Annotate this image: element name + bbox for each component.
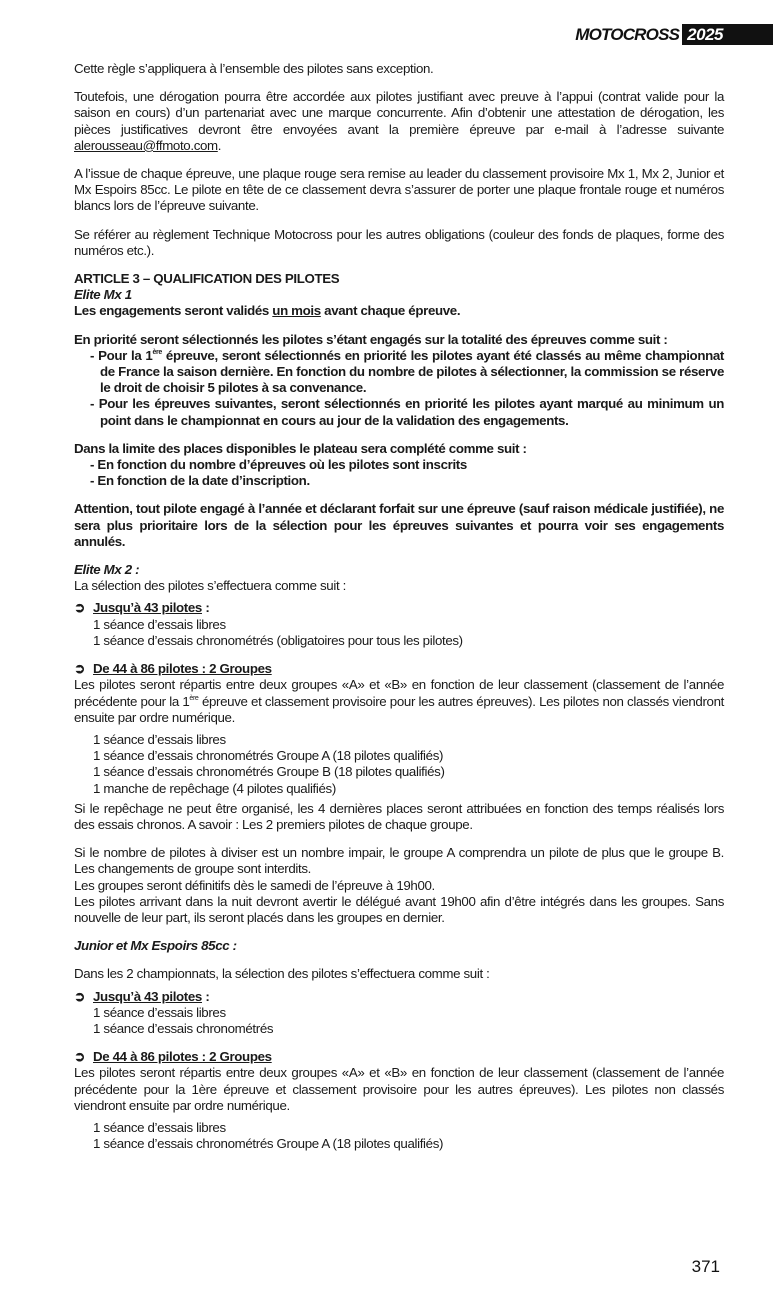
engage-post: avant chaque épreuve. — [320, 303, 461, 319]
engage-underlined: un mois — [272, 303, 321, 319]
list-item: 1 séance d’essais chronométrés — [93, 1020, 274, 1036]
mx2-upto-colon: : — [201, 600, 210, 616]
junior-title: Junior et Mx Espoirs 85cc : — [74, 938, 237, 954]
limit-intro: Dans la limite des places disponibles le plateau sera complété comme suit : — [74, 440, 527, 456]
limit-item-2: - En fonction de la date d’inscription. — [90, 473, 310, 489]
article-heading: ARTICLE 3 – QUALIFICATION DES PILOTES — [74, 271, 340, 287]
header-title: MOTOCROSS — [575, 25, 680, 44]
mx2-groups-list — [93, 732, 724, 797]
arrow-right-icon: ➲ — [74, 600, 85, 616]
priority-bullet-2: - Pour les épreuves suivantes, seront sélectionnés en priorité les pilotes ayant marqué au minimum un point dans le championnat en cours au jour de la validation des engagements. — [90, 396, 724, 428]
priority-intro: En priorité seront sélectionnés les pilotes s’étant engagés sur la totalité des épreuves comme suit : — [74, 331, 668, 347]
junior-groups-heading — [74, 1049, 724, 1065]
junior-upto-heading — [74, 989, 724, 1005]
page-number: 371 — [691, 1257, 720, 1276]
mx2-final-groups: Les groupes seront définitifs dès le samedi de l’épreuve à 19h00. — [74, 877, 435, 893]
list-item: 1 séance d’essais libres — [93, 616, 226, 632]
derogation-text: Toutefois, une dérogation pourra être accordée aux pilotes justifiant avec preuve à l’appui (contrat valide pour la saison en cours) d’un partenariat avec une marque concurrente. Afin d’obtenir une attestation de dérogation, les pièces justificatives devront être envoyées avant la première épreuve par e-mail à l’adresse suivante — [74, 89, 724, 137]
document-body — [74, 61, 724, 1152]
paragraph-rule: Cette règle s’appliquera à l’ensemble des pilotes sans exception. — [74, 61, 434, 76]
page-header — [575, 24, 773, 45]
mx2-groups-text — [74, 677, 724, 726]
mx2-odd-rule: Si le nombre de pilotes à diviser est un nombre impair, le groupe A comprendra un pilote de plus que le groupe B. Les changements de groupe sont interdits. — [74, 845, 724, 877]
header-year: 2025 — [682, 24, 773, 45]
bullet1-sup: ère — [152, 348, 162, 356]
junior-upto-label: Jusqu’à 43 pilotes — [93, 988, 202, 1004]
bullet1-post: épreuve, seront sélectionnés en priorité les pilotes ayant été classés au même championnat de France la saison dernière. En fonction du nombre de pilotes à sélectionner, la commission se réserve le droit de choisir 5 pilotes à sa convenance. — [100, 347, 724, 396]
junior-upto-list — [93, 1005, 724, 1037]
paragraph-technical: Se référer au règlement Technique Motocross pour les autres obligations (couleur des fonds de plaques, forme des numéros etc.). — [74, 226, 724, 258]
arrow-right-icon: ➲ — [74, 1049, 85, 1065]
attention-paragraph: Attention, tout pilote engagé à l’année et déclarant forfait sur une épreuve (sauf raison médicale justifiée), ne sera plus prioritaire lors de la sélection pour les épreuves suivantes et pourra voir ses engagements annulés. — [74, 501, 724, 549]
mx2-groups-label: De 44 à 86 pilotes : 2 Groupes — [93, 661, 272, 677]
paragraph-red-plate: A l’issue de chaque épreuve, une plaque rouge sera remise au leader du classement provisoire Mx 1, Mx 2, Junior et Mx Espoirs 85cc. Le pilote en tête de ce classement devra s’assurer de porter une plaque frontale rouge et numéros blancs lors de l’épreuve suivante. — [74, 166, 724, 214]
mx2-groups-heading — [74, 661, 724, 677]
bullet1-pre: - Pour la 1 — [90, 347, 153, 363]
junior-upto-colon: : — [201, 988, 210, 1004]
priority-bullet-1 — [74, 348, 724, 397]
list-item: 1 séance d’essais chronométrés (obligatoires pour tous les pilotes) — [93, 632, 463, 648]
junior-groups-text: Les pilotes seront répartis entre deux groupes «A» et «B» en fonction de leur classement (classement de l’année précédente pour la 1ère épreuve et classement provisoire pour les autres épreuves). Les pilotes non classés viendront ensuite par ordre numérique. — [74, 1065, 724, 1113]
engage-pre: Les engagements seront validés — [74, 303, 273, 319]
paragraph-derogation — [74, 89, 724, 154]
arrow-right-icon: ➲ — [74, 988, 85, 1004]
engagement-rule — [74, 303, 724, 319]
junior-groups-label: De 44 à 86 pilotes : 2 Groupes — [93, 1049, 272, 1065]
list-item: 1 séance d’essais chronométrés Groupe A (18 pilotes qualifiés) — [93, 1136, 444, 1152]
junior-groups-list — [93, 1120, 724, 1152]
mx2-groups-post: épreuve et classement provisoire pour les autres épreuves). Les pilotes non classés viendront ensuite par ordre numérique. — [74, 693, 724, 725]
mx2-upto-heading — [74, 600, 724, 616]
mx2-upto-list — [93, 617, 724, 649]
list-item: 1 séance d’essais chronométrés Groupe A (18 pilotes qualifiés) — [93, 748, 444, 764]
mx2-intro: La sélection des pilotes s’effectuera comme suit : — [74, 578, 346, 594]
list-item: 1 séance d’essais chronométrés Groupe B (18 pilotes qualifiés) — [93, 764, 445, 780]
mx2-night-arrivals: Les pilotes arrivant dans la nuit devront avertir le délégué avant 19h00 afin d’être intégrés dans les groupes. Sans nouvelle de leur part, ils seront placés dans les groupes en dernier. — [74, 893, 724, 925]
mx2-groups-sup: ère — [189, 694, 199, 702]
junior-intro: Dans les 2 championnats, la sélection des pilotes s’effectuera comme suit : — [74, 966, 490, 982]
list-item: 1 séance d’essais libres — [93, 1119, 226, 1135]
mx2-groups-pre: Les pilotes seront répartis entre deux groupes «A» et «B» en fonction de leur classement (classement de l’année précédente pour la 1 — [74, 677, 724, 709]
elite-mx1-title: Elite Mx 1 — [74, 287, 132, 303]
arrow-right-icon: ➲ — [74, 661, 85, 677]
list-item: 1 séance d’essais libres — [93, 731, 226, 747]
list-item: 1 manche de repêchage (4 pilotes qualifiés) — [93, 780, 336, 796]
email-link[interactable]: alerousseau@ffmoto.com — [74, 137, 218, 153]
mx2-repechage: Si le repêchage ne peut être organisé, les 4 dernières places seront attribuées en fonction des temps réalisés lors des essais chronos. A savoir : Les 2 premiers pilotes de chaque groupe. — [74, 800, 724, 832]
limit-item-1: - En fonction du nombre d’épreuves où les pilotes sont inscrits — [90, 457, 467, 473]
list-item: 1 séance d’essais libres — [93, 1004, 226, 1020]
derogation-end: . — [217, 137, 222, 153]
mx2-upto-label: Jusqu’à 43 pilotes — [93, 600, 202, 616]
elite-mx2-title: Elite Mx 2 : — [74, 562, 140, 578]
